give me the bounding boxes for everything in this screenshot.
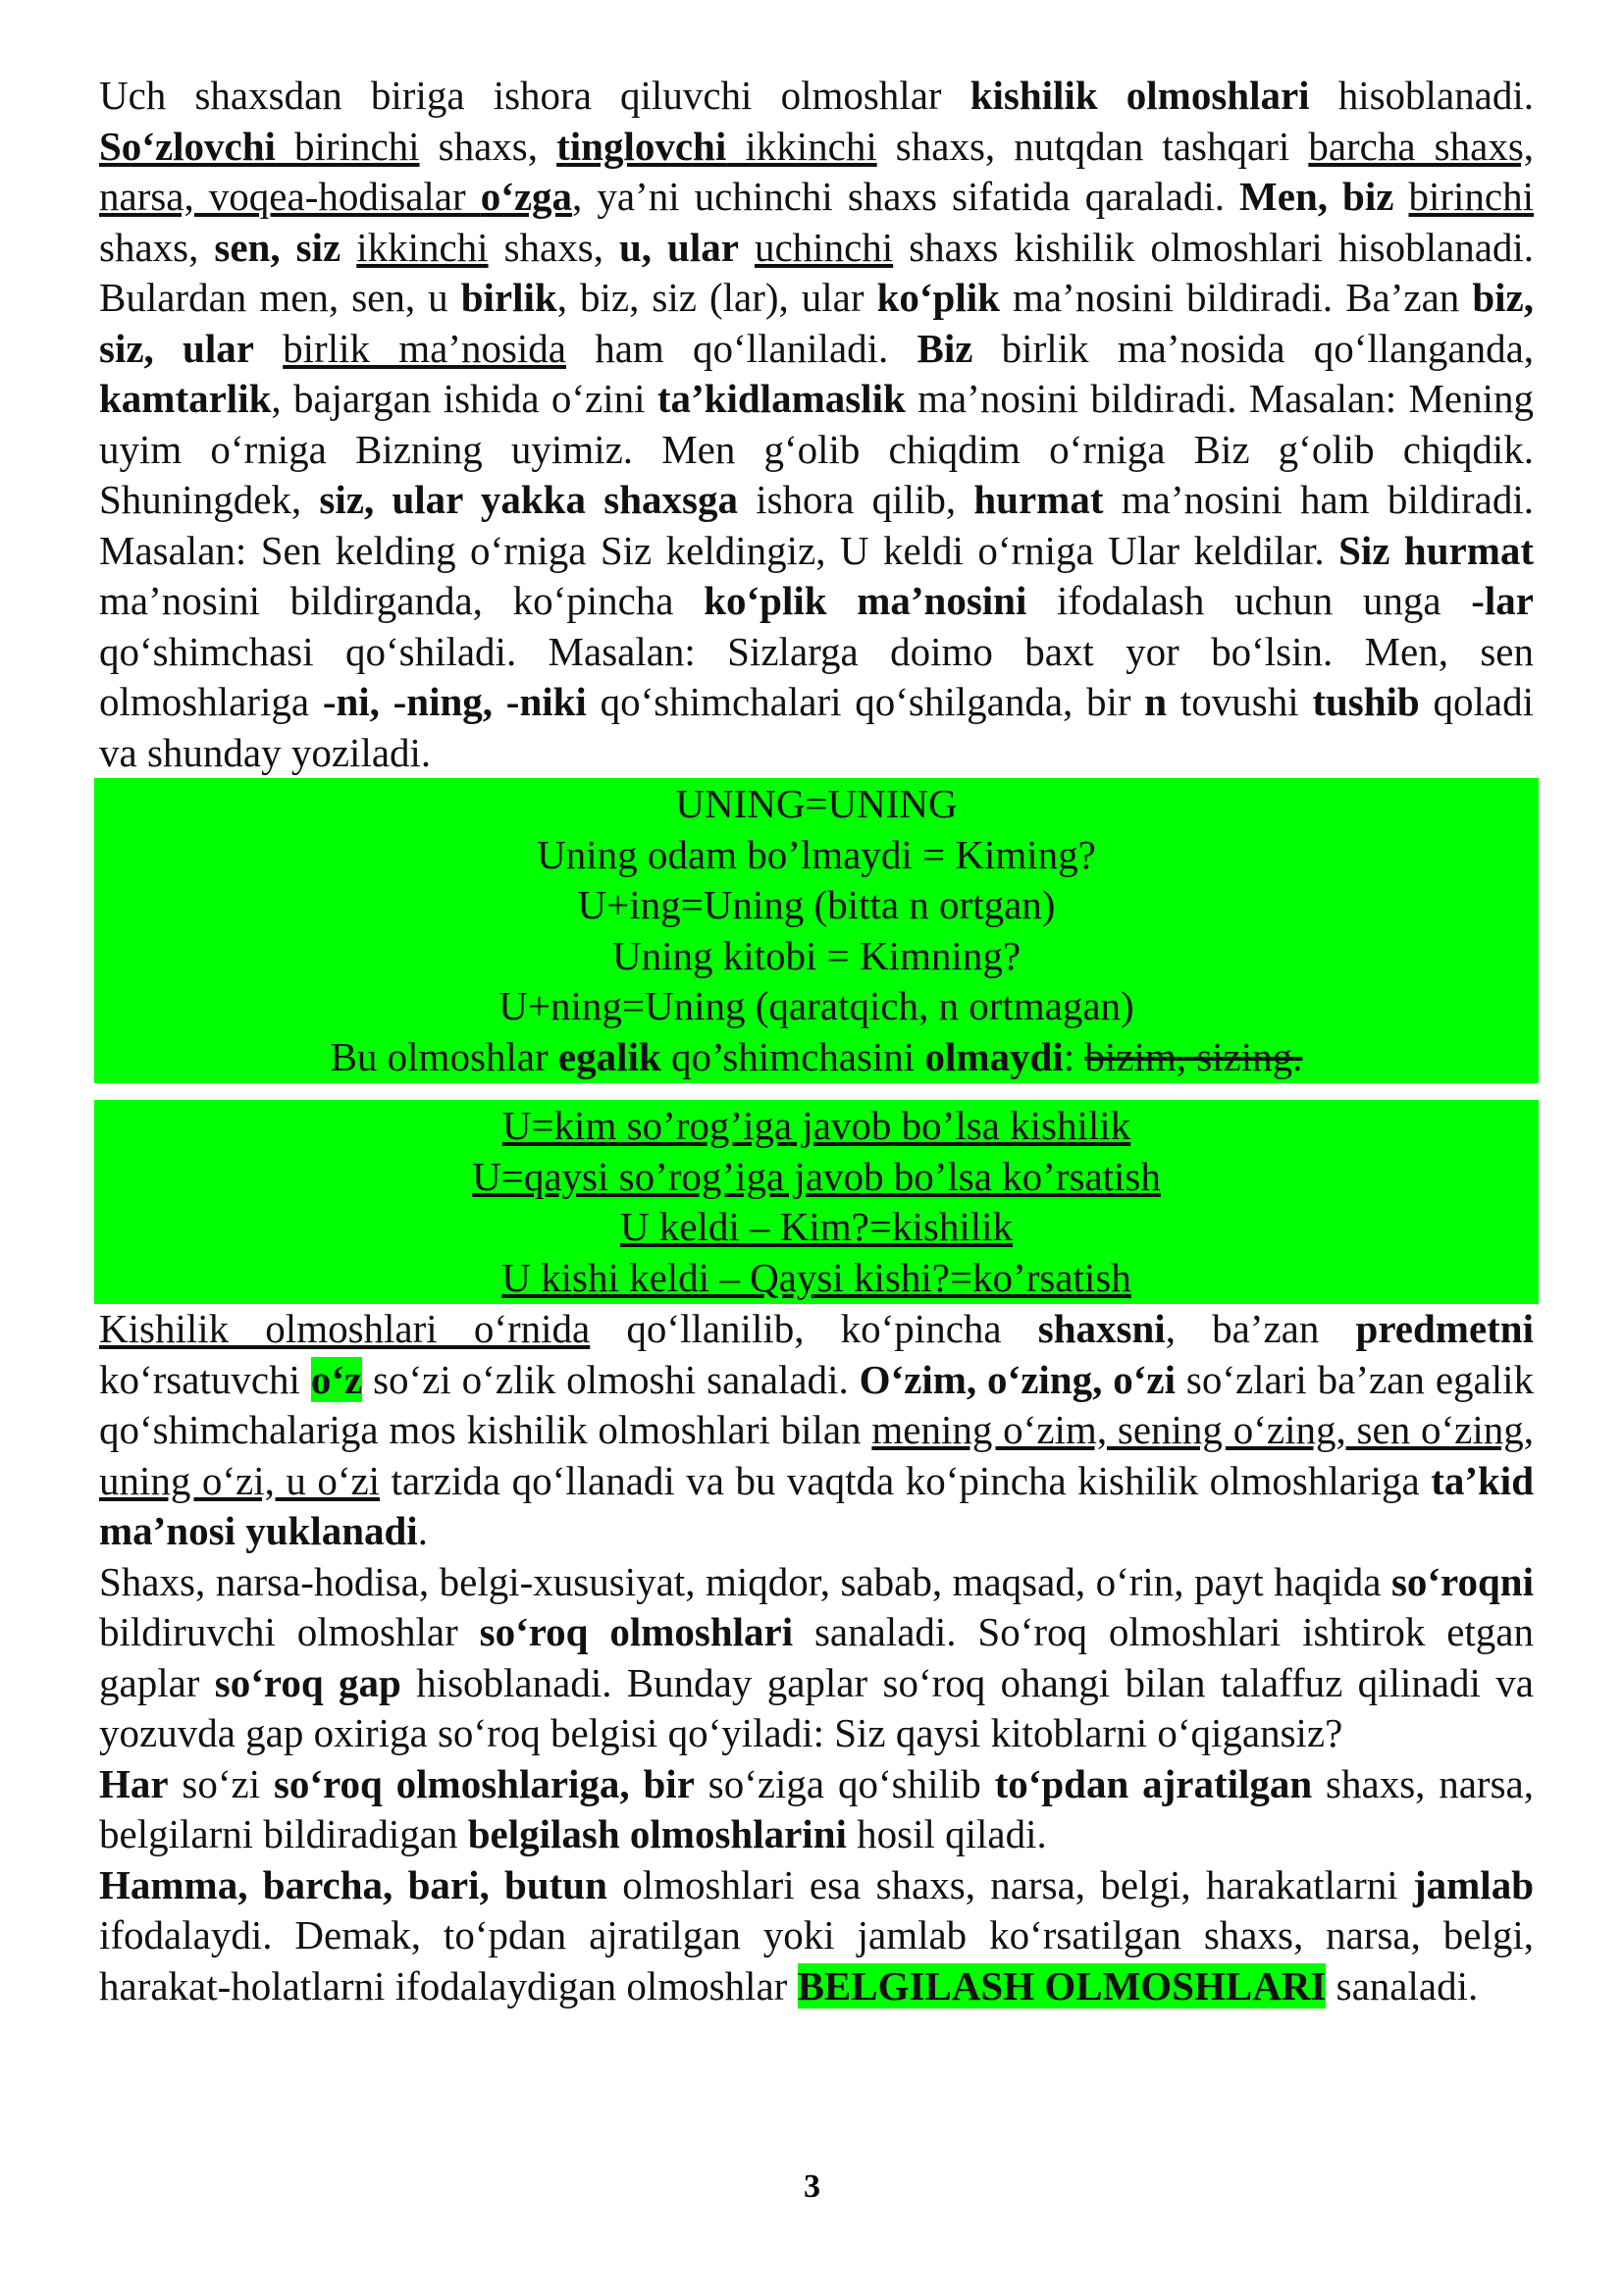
highlighted-word: o‘z xyxy=(310,1356,363,1402)
paragraph-interrogative-pronouns: Shaxs, narsa-hodisa, belgi-xususiyat, miqdor, sabab, maqsad, o‘rin, payt haqida so‘roqni bildiruvchi olmoshlar so‘roq olmoshlari sanaladi. So‘roq olmoshlari ishtirok etgan gaplar so‘roq gap hisoblanadi. Bunday gaplar so‘roq ohangi bilan talaffuz qilinadi va yozuvda gap oxiriga so‘roq belgisi qo‘yiladi: Siz qaysi kitoblarni o‘qigansiz? xyxy=(99,1558,1534,1755)
paragraph-personal-pronouns: Uch shaxsdan biriga ishora qiluvchi olmoshlar kishilik olmoshlari hisoblanadi. So‘zlovchi birinchi shaxs, tinglovchi ikkinchi shaxs, nutqdan tashqari barcha shaxs, narsa, voqea-hodisalar o‘zga, ya’ni uchinchi shaxs sifatida qaraladi. Men, biz birinchi shaxs, sen, siz ikkinchi shaxs, u, ular uchinchi shaxs kishilik olmoshlari hisoblanadi. Bulardan men, sen, u birlik, biz, siz (lar), ular ko‘plik ma’nosini bildiradi. Ba’zan biz, siz, ular birlik ma’nosida ham qo‘llaniladi. Biz birlik ma’nosida qo‘llanganda, kamtarlik, bajargan ishida o‘zini ta’kidlamaslik ma’nosini bildiradi. Masalan: Mening uyim o‘rniga Bizning uyimiz. Men g‘olib chiqdim o‘rniga Biz g‘olib chiqdik. Shuningdek, siz, ular yakka shaxsga ishora qilib, hurmat ma’nosini ham bildiradi. Masalan: Sen kelding o‘rniga Siz keldingiz, U keldi o‘rniga Ular keldilar. Siz hurmat ma’nosini bildirganda, ko‘pincha ko‘plik ma’nosini ifodalash uchun unga -lar qo‘shimchasi qo‘shiladi. Masalan: Sizlarga doimo baxt yor bo‘lsin. Men, sen olmoshlariga -ni, -ning, -niki qo‘shimchalari qo‘shilganda, bir n tovushi tushib qoladi va shunday yoziladi. xyxy=(99,73,1535,775)
box-line: U=kim so’rog’iga javob bo’lsa kishilik xyxy=(501,1103,1131,1148)
highlighted-term: BELGILASH OLMOSHLARI xyxy=(797,1962,1327,2009)
box-line: Bu olmoshlar egalik qo’shimchasini olmaydi: bizim, sizing. xyxy=(330,1033,1303,1079)
document-page xyxy=(99,71,1534,2011)
box-line: U keldi – Kim?=kishilik xyxy=(619,1204,1014,1249)
paragraph-determinative-pronouns: Hamma, barcha, bari, butun olmoshlari esa shaxs, narsa, belgi, harakatlarni jamlab ifodalaydi. Demak, to‘pdan ajratilgan yoki jamlab ko‘rsatilgan shaxs, narsa, belgi, harakat-holatlarni ifodalaydigan olmoshlar BELGILASH OLMOSHLARI sanaladi. xyxy=(99,1861,1534,2009)
box-line: U kishi keldi – Qaysi kishi?=ko’rsatish xyxy=(501,1254,1131,1300)
box-line: Uning kitobi = Kimning? xyxy=(611,932,1022,978)
box-line: U+ning=Uning (qaratqich, n ortmagan) xyxy=(498,983,1134,1028)
box-line: Uning odam bo’lmaydi = Kiming? xyxy=(537,831,1096,877)
box-line: U+ing=Uning (bitta n ortgan) xyxy=(577,882,1056,927)
page-number: 3 xyxy=(804,2168,820,2205)
paragraph-har-bir: Har so‘zi so‘roq olmoshlariga, bir so‘ziga qo‘shilib to‘pdan ajratilgan shaxs, narsa, belgilarni bildiradigan belgilash olmoshlarini hosil qiladi. xyxy=(99,1760,1534,1856)
box-line: U=qaysi so’rog’iga javob bo’lsa ko’rsatish xyxy=(472,1153,1161,1199)
highlight-box-u-pronoun xyxy=(94,1100,1539,1304)
box-line: UNING=UNING xyxy=(675,781,958,826)
paragraph-reflexive-pronouns: Kishilik olmoshlari o‘rnida qo‘llanilib, ko‘pincha shaxsni, ba’zan predmetni ko‘rsatuvchi o‘z so‘zi o‘zlik olmoshi sanaladi. O‘zim, o‘zing, o‘zi so‘zlari ba’zan egalik qo‘shimchalariga mos kishilik olmoshlari bilan mening o‘zim, sening o‘zing, sen o‘zing, uning o‘zi, u o‘zi tarzida qo‘llanadi va bu vaqtda ko‘pincha kishilik olmoshlariga ta’kid ma’nosi yuklanadi. xyxy=(99,1306,1534,1553)
highlight-box-uning xyxy=(94,778,1539,1083)
strikethrough-text: bizim, sizing. xyxy=(1084,1033,1303,1079)
